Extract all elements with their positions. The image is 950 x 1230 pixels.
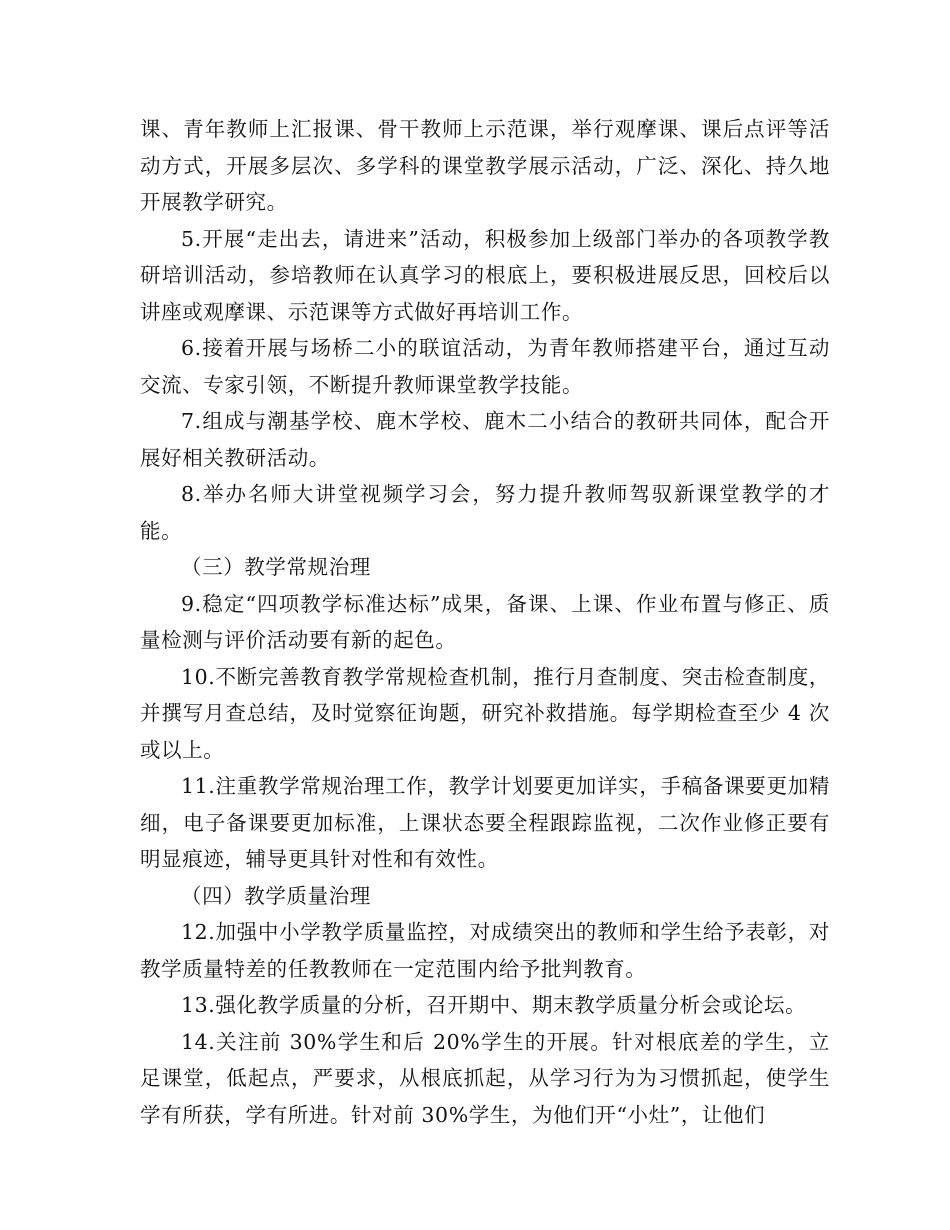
paragraph-item-8: 8.举办名师大讲堂视频学习会，努力提升教师驾驭新课堂教学的才能。 bbox=[140, 482, 830, 543]
paragraph-item-7: 7.组成与潮基学校、鹿木学校、鹿木二小结合的教研共同体，配合开展好相关教研活动。 bbox=[140, 409, 830, 470]
paragraph-continuation: 课、青年教师上汇报课、骨干教师上示范课，举行观摩课、课后点评等活动方式，开展多层次、多学科的课堂教学展示活动，广泛、深化、持久地开展教学研究。 bbox=[140, 117, 830, 214]
paragraph-item-14: 14.关注前 30%学生和后 20%学生的开展。针对根底差的学生，立足课堂，低起点，严要求，从根底抓起，从学习行为为习惯抓起，使学生学有所获，学有所进。针对前 30%学生，为他们开“小灶”，让他们 bbox=[140, 1029, 830, 1127]
paragraph-item-11: 11.注重教学常规治理工作，教学计划要更加详实，手稿备课要更加精细，电子备课要更加标准，上课状态要全程跟踪监视，二次作业修正要有明显痕迹，辅导更具针对性和有效性。 bbox=[140, 774, 830, 871]
document-page bbox=[140, 111, 830, 1133]
section-heading-3: （三）教学常规治理 bbox=[181, 555, 371, 579]
paragraph-item-5: 5.开展“走出去，请进来”活动，积极参加上级部门举办的各项教学教研培训活动，参培教师在认真学习的根底上，要积极进展反思，回校后以讲座或观摩课、示范课等方式做好再培训工作。 bbox=[140, 226, 830, 324]
section-heading-4: （四）教学质量治理 bbox=[181, 883, 371, 908]
paragraph-item-10: 10.不断完善教育教学常规检查机制，推行月查制度、突击检查制度，并撰写月查总结，及时觉察征询题，研究补救措施。每学期检查至少 4 次或以上。 bbox=[140, 664, 830, 762]
paragraph-item-12: 12.加强中小学教学质量监控，对成绩突出的教师和学生给予表彰，对教学质量特差的任教教师在一定范围内给予批判教育。 bbox=[140, 920, 830, 981]
paragraph-item-13: 13.强化教学质量的分析，召开期中、期末教学质量分析会或论坛。 bbox=[181, 993, 807, 1017]
paragraph-item-9: 9.稳定“四项教学标准达标”成果，备课、上课、作业布置与修正、质量检测与评价活动要有新的起色。 bbox=[140, 591, 830, 652]
paragraph-item-6: 6.接着开展与场桥二小的联谊活动，为青年教师搭建平台，通过互动交流、专家引领，不断提升教师课堂教学技能。 bbox=[140, 336, 830, 397]
